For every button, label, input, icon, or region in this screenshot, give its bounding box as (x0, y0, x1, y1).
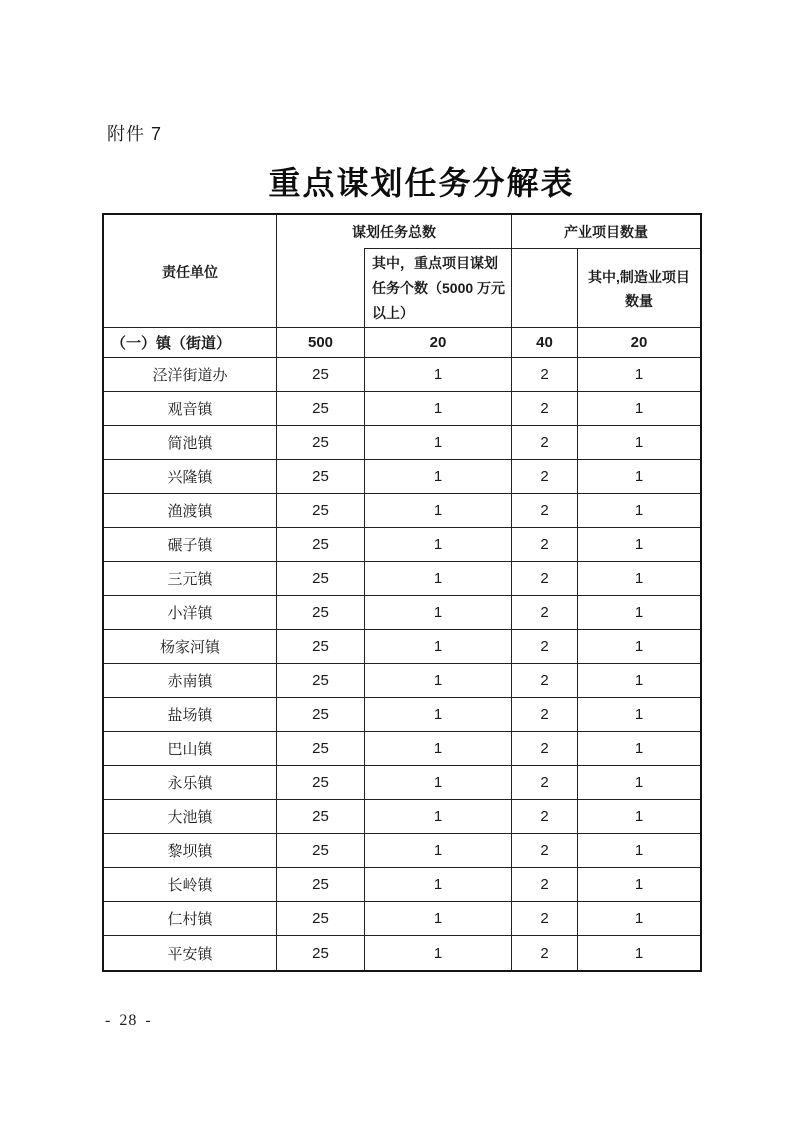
manufacturing-projects-cell: 1 (634, 638, 644, 655)
page-number: - 28 - (105, 1012, 152, 1029)
key-project-tasks-cell: 1 (365, 494, 512, 527)
summary-row (104, 328, 700, 358)
unit-name-cell: 三元镇 (104, 562, 277, 595)
total-tasks-cell: 25 (277, 596, 365, 629)
table-row (104, 460, 700, 494)
table-row (104, 834, 700, 868)
manufacturing-projects-cell: 1 (634, 808, 644, 825)
header-manufacturing-sub: 其中,制造业项目数量 (578, 248, 700, 328)
header-industry-project-count: 产业项目数量 (564, 223, 648, 240)
key-project-tasks-cell: 1 (365, 392, 512, 425)
key-project-tasks-cell: 1 (365, 460, 512, 493)
table-body (104, 358, 700, 970)
key-project-tasks-cell: 1 (365, 528, 512, 561)
industry-projects-cell: 2 (512, 630, 578, 663)
unit-name-cell: 大池镇 (104, 800, 277, 833)
unit-name-cell: 杨家河镇 (104, 630, 277, 663)
table-row (104, 358, 700, 392)
total-tasks-cell: 25 (277, 630, 365, 663)
table-row (104, 902, 700, 936)
table-header (104, 215, 700, 328)
manufacturing-projects-cell: 1 (634, 740, 644, 757)
page-title: 重点谋划任务分解表 (268, 165, 575, 201)
manufacturing-projects-cell: 1 (634, 536, 644, 553)
total-tasks-cell: 25 (277, 528, 365, 561)
table-row (104, 732, 700, 766)
total-tasks-cell: 25 (277, 902, 365, 935)
total-tasks-cell: 25 (277, 868, 365, 901)
industry-projects-cell: 2 (512, 426, 578, 459)
industry-projects-cell: 2 (512, 766, 578, 799)
summary-unit-cell: （一）镇（街道） (104, 328, 277, 357)
manufacturing-projects-cell: 1 (634, 366, 644, 383)
manufacturing-projects-cell: 1 (634, 842, 644, 859)
header-empty-cell-total (277, 248, 365, 328)
attachment-label: 附件 7 (107, 124, 163, 144)
key-project-tasks-cell: 1 (365, 766, 512, 799)
key-project-tasks-cell: 1 (365, 358, 512, 391)
unit-name-cell: 兴隆镇 (104, 460, 277, 493)
table-row (104, 596, 700, 630)
industry-projects-cell: 2 (512, 460, 578, 493)
key-project-tasks-cell: 1 (365, 732, 512, 765)
industry-projects-cell: 2 (512, 392, 578, 425)
unit-name-cell: 小洋镇 (104, 596, 277, 629)
table-row (104, 426, 700, 460)
key-project-tasks-cell: 1 (365, 596, 512, 629)
industry-projects-cell: 2 (512, 868, 578, 901)
manufacturing-projects-cell: 1 (634, 876, 644, 893)
key-project-tasks-cell: 1 (365, 936, 512, 970)
manufacturing-projects-cell: 1 (634, 944, 644, 962)
key-project-tasks-cell: 1 (365, 426, 512, 459)
table-row (104, 392, 700, 426)
table-row (104, 562, 700, 596)
unit-name-cell: 简池镇 (104, 426, 277, 459)
table-row (104, 528, 700, 562)
table-row (104, 936, 700, 970)
total-tasks-cell: 25 (277, 494, 365, 527)
total-tasks-cell: 25 (277, 562, 365, 595)
total-tasks-cell: 25 (277, 698, 365, 731)
manufacturing-projects-cell: 1 (634, 570, 644, 587)
summary-manufacturing-cell: 20 (630, 334, 648, 351)
industry-projects-cell: 2 (512, 834, 578, 867)
unit-name-cell: 渔渡镇 (104, 494, 277, 527)
industry-projects-cell: 2 (512, 358, 578, 391)
table-row (104, 868, 700, 902)
unit-name-cell: 仁村镇 (104, 902, 277, 935)
total-tasks-cell: 25 (277, 460, 365, 493)
industry-projects-cell: 2 (512, 596, 578, 629)
summary-key-tasks-cell: 20 (365, 328, 512, 357)
unit-name-cell: 巴山镇 (104, 732, 277, 765)
total-tasks-cell: 25 (277, 358, 365, 391)
unit-name-cell: 黎坝镇 (104, 834, 277, 867)
total-tasks-cell: 25 (277, 936, 365, 970)
industry-projects-cell: 2 (512, 902, 578, 935)
header-planned-tasks-total: 谋划任务总数 (277, 215, 512, 248)
unit-name-cell: 泾洋街道办 (104, 358, 277, 391)
manufacturing-projects-cell: 1 (634, 910, 644, 927)
unit-name-cell: 观音镇 (104, 392, 277, 425)
unit-name-cell: 长岭镇 (104, 868, 277, 901)
table-row (104, 698, 700, 732)
manufacturing-projects-cell: 1 (634, 706, 644, 723)
industry-projects-cell: 2 (512, 528, 578, 561)
summary-industry-cell: 40 (512, 328, 578, 357)
key-project-tasks-cell: 1 (365, 562, 512, 595)
industry-projects-cell: 2 (512, 494, 578, 527)
header-key-project-tasks-sub: 其中，重点项目谋划任务个数（5000 万元以上） (365, 248, 512, 328)
table-row (104, 664, 700, 698)
total-tasks-cell: 25 (277, 664, 365, 697)
total-tasks-cell: 25 (277, 392, 365, 425)
industry-projects-cell: 2 (512, 732, 578, 765)
unit-name-cell: 平安镇 (104, 936, 277, 970)
industry-projects-cell: 2 (512, 664, 578, 697)
table-row (104, 766, 700, 800)
unit-name-cell: 永乐镇 (104, 766, 277, 799)
total-tasks-cell: 25 (277, 834, 365, 867)
total-tasks-cell: 25 (277, 732, 365, 765)
total-tasks-cell: 25 (277, 766, 365, 799)
manufacturing-projects-cell: 1 (634, 604, 644, 621)
industry-projects-cell: 2 (512, 800, 578, 833)
header-empty-cell-industry (512, 248, 578, 328)
industry-projects-cell: 2 (512, 562, 578, 595)
industry-projects-cell: 2 (512, 936, 578, 970)
key-project-tasks-cell: 1 (365, 630, 512, 663)
unit-name-cell: 盐场镇 (104, 698, 277, 731)
manufacturing-projects-cell: 1 (634, 468, 644, 485)
summary-total-cell: 500 (277, 328, 365, 357)
key-project-tasks-cell: 1 (365, 800, 512, 833)
manufacturing-projects-cell: 1 (634, 672, 644, 689)
industry-projects-cell: 2 (512, 698, 578, 731)
table-row (104, 800, 700, 834)
unit-name-cell: 碾子镇 (104, 528, 277, 561)
manufacturing-projects-cell: 1 (634, 774, 644, 791)
manufacturing-projects-cell: 1 (634, 434, 644, 451)
manufacturing-projects-cell: 1 (634, 400, 644, 417)
key-project-tasks-cell: 1 (365, 698, 512, 731)
key-project-tasks-cell: 1 (365, 834, 512, 867)
total-tasks-cell: 25 (277, 800, 365, 833)
manufacturing-projects-cell: 1 (634, 502, 644, 519)
key-project-tasks-cell: 1 (365, 664, 512, 697)
header-responsible-unit: 责任单位 (104, 215, 277, 328)
unit-name-cell: 赤南镇 (104, 664, 277, 697)
total-tasks-cell: 25 (277, 426, 365, 459)
key-project-tasks-cell: 1 (365, 902, 512, 935)
key-project-tasks-cell: 1 (365, 868, 512, 901)
table-row (104, 494, 700, 528)
task-breakdown-table (102, 213, 702, 972)
table-row (104, 630, 700, 664)
